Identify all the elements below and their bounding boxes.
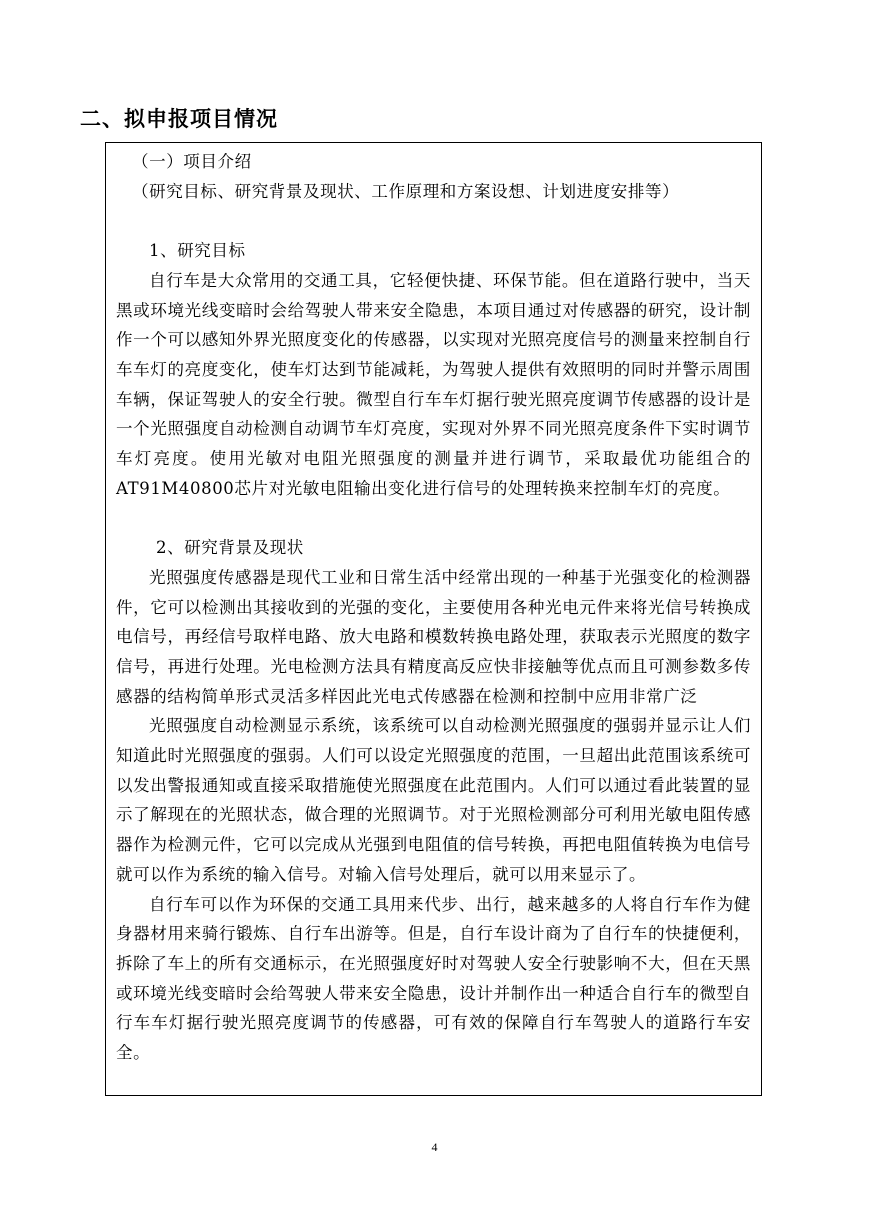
section-heading: 二、拟申报项目情况: [80, 107, 278, 131]
page-number: 4: [431, 1140, 438, 1154]
intro-note: （研究目标、研究背景及现状、工作原理和方案设想、计划进度安排等）: [132, 181, 680, 201]
intro-title: （一）项目介绍: [132, 152, 252, 171]
project-intro-box: [105, 142, 762, 1096]
background-heading: 2、研究背景及现状: [156, 538, 304, 558]
spacer: [116, 206, 751, 236]
research-goal-paragraph: 自行车是大众常用的交通工具，它轻便快捷、环保节能。但在道路行驶中，当天黑或环境光线变暗时会给驾驶人带来安全隐患，本项目通过对传感器的研究，设计制作一个可以感知外界光照度变化的传感器，以实现对光照亮度信号的测量来控制自行车车灯的亮度变化，使车灯达到节能减耗，为驾驶人提供有效照明的同时并警示周围车辆，保证驾驶人的安全行驶。微型自行车车灯据行驶光照亮度调节传感器的设计是一个光照强度自动检测自动调节车灯亮度，实现对外界不同光照亮度条件下实时调节车灯亮度。使用光敏对电阻光照强度的测量并进行调节，采取最优功能组合的AT91M40800芯片对光敏电阻输出变化进行信号的处理转换来控制车灯的亮度。: [116, 270, 751, 498]
research-goal-heading: 1、研究目标: [149, 241, 246, 261]
background-paragraph-2: 光照强度自动检测显示系统，该系统可以自动检测光照强度的强弱并显示让人们知道此时光照强度的强弱。人们可以设定光照强度的范围，一旦超出此范围该系统可以发出警报通知或直接采取措施使光照强度在此范围内。人们可以通过看此装置的显示了解现在的光照状态，做合理的光照调节。对于光照检测部分可利用光敏电阻传感器作为检测元件，它可以完成从光强到电阻值的信号转换，再把电阻值转换为电信号就可以作为系统的输入信号。对输入信号处理后，就可以用来显示了。: [116, 716, 751, 884]
background-paragraph-3: 自行车可以作为环保的交通工具用来代步、出行，越来越多的人将自行车作为健身器材用来骑行锻炼、自行车出游等。但是，自行车设计商为了自行车的快捷便利，拆除了车上的所有交通标示，在光照强度好时对驾驶人安全行驶影响不大，但在天黑或环境光线变暗时会给驾驶人带来安全隐患，设计并制作出一种适合自行车的微型自行车车灯据行驶光照亮度调节的传感器，可有效的保障自行车驾驶人的道路行车安全。: [116, 894, 751, 1063]
spacer: [116, 503, 751, 533]
background-paragraph-1: 光照强度传感器是现代工业和日常生活中经常出现的一种基于光强变化的检测器件，它可以检测出其接收到的光强的变化，主要使用各种光电元件来将光信号转换成电信号，再经信号取样电路、放大电路和模数转换电路处理，获取表示光照度的数字信号，再进行处理。光电检测方法具有精度高反应快非接触等优点而且可测参数多传感器的结构简单形式灵活多样因此光电式传感器在检测和控制中应用非常广泛: [116, 567, 751, 706]
